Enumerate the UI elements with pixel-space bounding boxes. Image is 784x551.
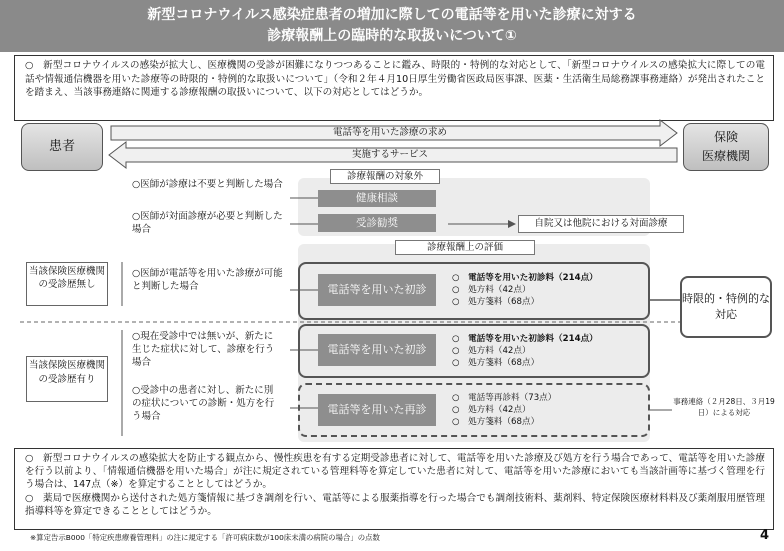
row3-fee-item: ○ 処方料（42点） <box>452 405 531 415</box>
footnote: ※算定告示B000「特定疾患療養管理料」の注に規定する「許可病床数が100床未満の病院の場合」の点数 <box>30 533 380 542</box>
case-in-person-needed: ○医師が対面診療が必要と判断した場合 <box>132 211 283 235</box>
insurer-line-2: 医療機関 <box>701 149 750 163</box>
row2-service: 電話等を用いた初診 <box>318 334 436 366</box>
intro-text: ○ 新型コロナウイルスの感染が拡大し、医療機関の受診が困難になりつつあることに鑑み、時限的・特例的な対応として、「新型コロナウイルスの感染拡大に際しての電話や情報通信機器を用いた診療等の時限的・特例的な取扱いについて」（令和２年４月10日厚生労働省医政局医事課、医薬・生活衛生局総務課事務連絡）が発出されたことを踏まえ、当該事務連絡に関連する診療報酬の取扱いについて、以下の対応としてはどうか。 <box>25 60 765 98</box>
recommend-pill: 受診勧奨 <box>318 214 436 232</box>
row2-fee-list <box>452 333 642 369</box>
row1-condition: ○医師が電話等を用いた診療が可能と判断した場合 <box>132 268 283 292</box>
case-no-consult-needed: ○医師が診療は不要と判断した場合 <box>132 179 283 190</box>
row3-service: 電話等を用いた再診 <box>318 394 436 426</box>
facility-box: 自院又は他院における対面診療 <box>518 215 684 233</box>
row2-fee-item: ○ 電話等を用いた初診料（214点） <box>452 334 598 344</box>
notice-callout: 事務連絡（２月28日、３月19日）による対応 <box>673 397 775 417</box>
row3-fee-item: ○ 処方箋料（68点） <box>452 417 540 427</box>
row2-fee-item: ○ 処方箋料（68点） <box>452 358 540 368</box>
title-line-1: 新型コロナウイルス感染症患者の増加に際しての電話等を用いた診療に対する <box>147 7 637 23</box>
out-of-scope-header: 診療報酬の対象外 <box>330 169 440 184</box>
row3-fee-item: ○ 電話等再診料（73点） <box>452 393 557 403</box>
bottom-para-1: ○ 新型コロナウイルスの感染拡大を防止する観点から、慢性疾患を有する定期受診患者に対して、電話等を用いた診療及び処方を行う場合であって、電話等を用いた診療を行う以前より、「情報通信機器を用いた場合」が注に規定されている管理料等を算定していた患者に対して、電話等を用いた診療においても当該計画等に基づく管理を行う場合は、147点（※）を算定することとしてはどうか。 <box>25 453 765 491</box>
row3-fee-list <box>452 392 642 428</box>
row2-condition: ○現在受診中では無いが、新たに生じた症状に対して、診療を行う場合 <box>132 331 275 368</box>
row1-fee-item: ○ 処方料（42点） <box>452 285 531 295</box>
request-arrow-label: 電話等を用いた診療の求め <box>332 127 447 138</box>
evaluation-header: 診療報酬上の評価 <box>395 240 535 255</box>
title-line-2: 診療報酬上の臨時的な取扱いについて① <box>267 28 517 44</box>
insurer-box <box>683 123 769 171</box>
row1-fee-list <box>452 272 642 308</box>
health-consult-pill: 健康相談 <box>318 190 436 207</box>
patient-box <box>21 123 103 171</box>
bottom-para-2: ○ 薬局で医療機関から送付された処方箋情報に基づき調剤を行い、電話等による服薬指導を行った場合でも調剤技術料、薬剤料、特定保険医療材料料及び薬剤服用歴管理指導料等を算定できることとしてはどうか。 <box>25 492 765 517</box>
page-number: 4 <box>760 528 770 543</box>
row1-service: 電話等を用いた初診 <box>318 274 436 306</box>
row1-fee-item: ○ 電話等を用いた初診料（214点） <box>452 273 598 283</box>
special-measure-callout: 時限的・特例的な対応 <box>680 276 772 338</box>
bottom-box <box>14 448 774 530</box>
row3-condition: ○受診中の患者に対し、新たに別の症状についての診断・処方を行う場合 <box>132 385 275 422</box>
no-history-label: 当該保険医療機関の受診歴無し <box>26 262 108 306</box>
insurer-line-1: 保険 <box>713 130 738 144</box>
patient-label: 患者 <box>48 139 75 154</box>
row2-fee-item: ○ 処方料（42点） <box>452 346 531 356</box>
service-arrow-label: 実施するサービス <box>351 149 428 160</box>
row1-fee-item: ○ 処方箋料（68点） <box>452 297 540 307</box>
has-history-label: 当該保険医療機関の受診歴有り <box>26 356 108 402</box>
